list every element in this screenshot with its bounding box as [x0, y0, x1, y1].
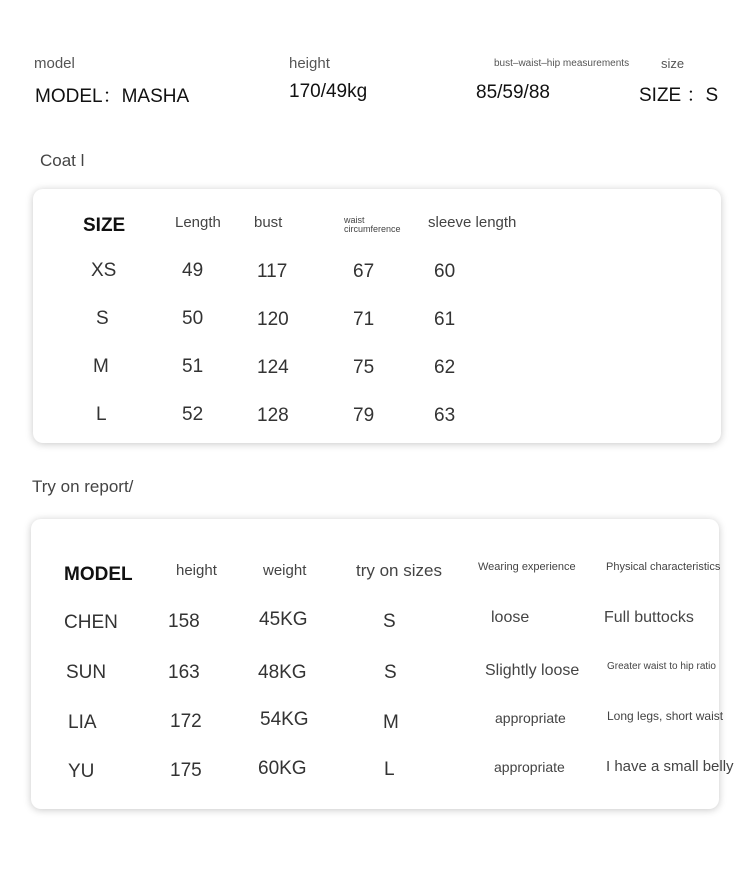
coat-cell-length: 52 — [182, 404, 204, 425]
measurements-label: bust–waist–hip measurements — [494, 58, 630, 69]
coat-cell-size: XS — [91, 260, 117, 281]
tryon-cell-weight: 60KG — [258, 758, 307, 779]
tryon-header-physical: Physical characteristics — [606, 561, 721, 573]
tryon-cell-experience: appropriate — [495, 710, 566, 726]
coat-cell-size: M — [93, 356, 109, 377]
tryon-header-weight: weight — [263, 562, 307, 579]
coat-cell-waist: 75 — [353, 357, 375, 378]
tryon-cell-model: LIA — [68, 712, 97, 733]
tryon-cell-weight: 45KG — [259, 609, 308, 630]
tryon-header-model: MODEL — [64, 564, 133, 585]
coat-cell-length: 50 — [182, 308, 204, 329]
coat-header-length: Length — [175, 214, 221, 231]
tryon-cell-height: 163 — [168, 662, 200, 683]
tryon-cell-size: M — [383, 712, 399, 733]
model-label: model — [34, 55, 75, 72]
tryon-cell-model: SUN — [66, 662, 107, 683]
tryon-cell-size: S — [384, 662, 397, 683]
tryon-cell-model: YU — [68, 761, 95, 782]
tryon-cell-weight: 54KG — [260, 709, 309, 730]
coat-cell-sleeve: 62 — [434, 357, 456, 378]
coat-header-waist — [344, 216, 401, 234]
height-value: 170/49kg — [289, 81, 368, 102]
coat-header-bust: bust — [254, 214, 283, 231]
coat-header-size: SIZE — [83, 215, 126, 236]
coat-header-sleeve: sleeve length — [428, 214, 517, 231]
tryon-report-table — [31, 519, 734, 809]
tryon-cell-experience: appropriate — [494, 759, 565, 775]
tryon-header-sizes: try on sizes — [356, 561, 442, 580]
tryon-cell-height: 158 — [168, 611, 200, 632]
coat-cell-length: 51 — [182, 356, 204, 377]
tryon-cell-height: 172 — [170, 711, 202, 732]
coat-cell-length: 49 — [182, 260, 204, 281]
coat-cell-waist: 79 — [353, 405, 375, 426]
coat-cell-size: L — [96, 404, 107, 425]
coat-section-title: Coat l — [40, 151, 85, 170]
coat-cell-waist: 67 — [353, 261, 375, 282]
tryon-cell-physical: I have a small belly — [606, 758, 734, 775]
tryon-section-title: Try on report/ — [32, 477, 134, 496]
coat-cell-sleeve: 63 — [434, 405, 456, 426]
tryon-cell-weight: 48KG — [258, 662, 307, 683]
coat-header-waist-line2: circumference — [344, 224, 401, 234]
measurements-value: 85/59/88 — [476, 82, 550, 103]
coat-size-table — [33, 189, 721, 443]
coat-cell-bust: 117 — [257, 261, 288, 282]
coat-cell-waist: 71 — [353, 309, 375, 330]
tryon-cell-physical: Long legs, short waist — [607, 709, 724, 723]
tryon-cell-model: CHEN — [64, 612, 118, 633]
tryon-cell-experience: Slightly loose — [485, 662, 580, 679]
tryon-cell-size: S — [383, 611, 396, 632]
coat-cell-bust: 120 — [257, 309, 289, 330]
coat-cell-sleeve: 60 — [434, 261, 456, 282]
size-value: SIZE ：S — [639, 85, 719, 106]
tryon-header-experience: Wearing experience — [478, 561, 576, 573]
tryon-cell-experience: loose — [491, 609, 530, 626]
tryon-cell-size: L — [384, 759, 395, 780]
coat-cell-sleeve: 61 — [434, 309, 456, 330]
size-label: size — [661, 56, 685, 71]
model-value: MODEL：MASHA — [35, 86, 190, 107]
tryon-cell-physical: Greater waist to hip ratio — [607, 661, 716, 672]
coat-cell-bust: 124 — [257, 357, 289, 378]
tryon-cell-physical: Full buttocks — [604, 609, 694, 626]
coat-header-waist-line1: waist — [344, 215, 365, 225]
height-label: height — [289, 55, 330, 72]
tryon-cell-height: 175 — [170, 760, 202, 781]
coat-cell-size: S — [96, 308, 109, 329]
tryon-header-height: height — [176, 562, 217, 579]
coat-cell-bust: 128 — [257, 405, 289, 426]
